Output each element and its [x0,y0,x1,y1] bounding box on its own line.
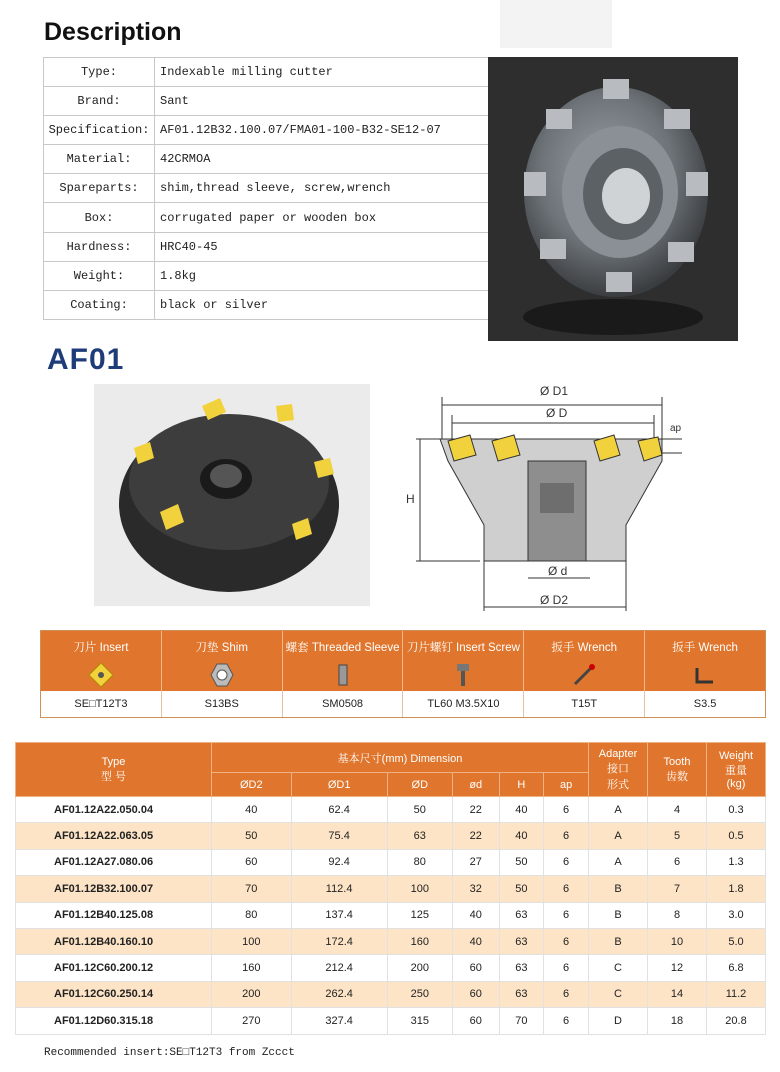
spec-row [44,145,489,174]
value-cell: B [589,902,648,928]
value-cell: 14 [648,981,707,1007]
spec-row [44,58,489,87]
value-cell: 6 [648,849,707,875]
spec-key: Spareparts: [44,174,155,203]
value-cell: 5 [648,823,707,849]
type-cell: AF01.12B40.160.10 [16,928,212,954]
value-cell: 112.4 [291,876,387,902]
value-cell: 6.8 [707,955,766,981]
insert-icon [87,661,115,689]
accessory-title-cn: 刀片 [73,642,97,654]
spec-value: shim,thread sleeve, screw,wrench [155,174,489,203]
spec-key: Box: [44,203,155,232]
value-cell: A [589,823,648,849]
value-cell: 80 [387,849,452,875]
accessory-title-cn: 刀片螺钉 [406,642,453,654]
accessory-header-cell [645,631,765,691]
value-cell: 6 [544,981,589,1007]
spec-value: 1.8kg [155,261,489,290]
value-cell: 62.4 [291,797,387,823]
accessory-header-cell [283,631,404,691]
value-cell: 3.0 [707,902,766,928]
recommendation-note: Recommended insert:SE□T12T3 from Zccct [44,1047,295,1059]
adapter-header-cn1: 接口 [607,762,629,775]
value-cell: C [589,955,648,981]
table-row [16,849,766,875]
table-row [16,981,766,1007]
type-header-en: Type [101,755,126,768]
value-cell: 8 [648,902,707,928]
spec-key: Weight: [44,261,155,290]
value-cell: 315 [387,1008,452,1034]
adapter-header-en: Adapter [598,747,638,760]
spec-key: Hardness: [44,232,155,261]
spec-row [44,290,489,319]
accessory-value: SM0508 [283,691,404,717]
value-cell: 22 [452,823,499,849]
value-cell: 200 [387,955,452,981]
value-cell: 0.5 [707,823,766,849]
hex-wrench-icon [691,661,719,689]
value-cell: 5.0 [707,928,766,954]
accessory-strip [40,630,766,718]
value-cell: 63 [387,823,452,849]
value-cell: 7 [648,876,707,902]
value-cell: 6 [544,797,589,823]
watermark-logo [500,0,612,48]
spec-row [44,87,489,116]
accessory-title-cn: 扳手 [672,642,696,654]
table-row [16,1008,766,1034]
type-cell: AF01.12C60.250.14 [16,981,212,1007]
weight-header-en: Weight [718,749,754,762]
dim-ap-label: ap [670,423,682,434]
table-row [16,928,766,954]
value-cell: 12 [648,955,707,981]
value-cell: 137.4 [291,902,387,928]
type-cell: AF01.12B32.100.07 [16,876,212,902]
value-cell: 262.4 [291,981,387,1007]
value-cell: 70 [212,876,292,902]
value-cell: 60 [452,1008,499,1034]
accessory-header-cell [403,631,524,691]
tooth-header [648,743,707,797]
technical-drawing [400,375,700,615]
value-cell: 18 [648,1008,707,1034]
value-cell: 4 [648,797,707,823]
screw-icon [449,661,477,689]
shim-icon [208,661,236,689]
dimension-subheader: ØD2 [212,773,292,797]
weight-header-unit: (kg) [726,777,746,790]
value-cell: B [589,928,648,954]
type-cell: AF01.12A22.063.05 [16,823,212,849]
spec-value: corrugated paper or wooden box [155,203,489,232]
accessory-title-en: Insert [99,642,129,654]
value-cell: 160 [212,955,292,981]
value-cell: 212.4 [291,955,387,981]
spec-row [44,261,489,290]
value-cell: 60 [452,955,499,981]
accessory-title-en: Wrench [698,642,738,654]
value-cell: 6 [544,849,589,875]
value-cell: 63 [499,928,544,954]
value-cell: 1.3 [707,849,766,875]
type-cell: AF01.12A22.050.04 [16,797,212,823]
value-cell: 50 [499,849,544,875]
accessory-title-cn: 扳手 [551,642,575,654]
accessory-header-cell [162,631,283,691]
accessory-title [672,639,738,655]
spec-value: HRC40-45 [155,232,489,261]
value-cell: C [589,981,648,1007]
weight-header [707,743,766,797]
table-row [16,902,766,928]
value-cell: A [589,797,648,823]
value-cell: 6 [544,876,589,902]
accessory-title [73,639,128,655]
value-cell: 172.4 [291,928,387,954]
weight-header-cn: 重量 [725,764,747,777]
accessory-value: T15T [524,691,645,717]
product-photo-top [488,57,738,341]
dimension-subheader: ød [452,773,499,797]
value-cell: 63 [499,955,544,981]
dim-dd-label: Ø d [548,564,568,578]
torx-wrench-icon [570,661,598,689]
spec-value: Sant [155,87,489,116]
value-cell: B [589,876,648,902]
value-cell: 250 [387,981,452,1007]
spec-row [44,174,489,203]
model-name: AF01 [47,343,125,376]
accessory-title [196,639,248,655]
value-cell: 100 [212,928,292,954]
value-cell: 92.4 [291,849,387,875]
accessory-value: S13BS [162,691,283,717]
spec-table [43,57,489,320]
value-cell: 63 [499,902,544,928]
value-cell: 40 [452,928,499,954]
spec-row [44,203,489,232]
adapter-header-cn2: 形式 [607,778,629,791]
type-header [16,743,212,797]
spec-value: AF01.12B32.100.07/FMA01-100-B32-SE12-07 [155,116,489,145]
value-cell: 50 [212,823,292,849]
dim-d-label: Ø D [546,406,568,420]
dim-d2-label: Ø D2 [540,593,569,607]
accessory-header-cell [41,631,162,691]
tooth-header-en: Tooth [663,755,691,768]
value-cell: 50 [387,797,452,823]
value-cell: 70 [499,1008,544,1034]
spec-key: Coating: [44,290,155,319]
value-cell: 0.3 [707,797,766,823]
accessory-value: TL60 M3.5X10 [403,691,524,717]
spec-value: Indexable milling cutter [155,58,489,87]
spec-key: Material: [44,145,155,174]
type-cell: AF01.12B40.125.08 [16,902,212,928]
accessory-title [407,639,520,655]
dimension-header: 基本尺寸(mm) Dimension [212,743,589,773]
value-cell: 270 [212,1008,292,1034]
value-cell: 125 [387,902,452,928]
value-cell: 63 [499,981,544,1007]
value-cell: 20.8 [707,1008,766,1034]
spec-key: Specification: [44,116,155,145]
value-cell: 200 [212,981,292,1007]
spec-row [44,116,489,145]
dimension-subheader: ØD1 [291,773,387,797]
accessory-title-en: Shim [221,642,248,654]
product-photo-inserts [94,384,370,606]
value-cell: 40 [212,797,292,823]
type-cell: AF01.12A27.080.06 [16,849,212,875]
accessory-title-en: Insert Screw [456,642,520,654]
spec-key: Type: [44,58,155,87]
accessory-title-en: Wrench [577,642,618,654]
accessory-title [551,639,617,655]
spec-value: black or silver [155,290,489,319]
dimension-subheader: ØD [387,773,452,797]
value-cell: 160 [387,928,452,954]
value-cell: 60 [212,849,292,875]
value-cell: 27 [452,849,499,875]
value-cell: D [589,1008,648,1034]
type-header-cn: 型 号 [100,770,127,783]
type-cell: AF01.12D60.315.18 [16,1008,212,1034]
dimension-table [15,742,766,1035]
value-cell: 22 [452,797,499,823]
dimension-subheader: ap [544,773,589,797]
value-cell: A [589,849,648,875]
table-row [16,823,766,849]
spec-value: 42CRMOA [155,145,489,174]
accessory-value: S3.5 [693,698,717,710]
table-row [16,876,766,902]
value-cell: 11.2 [707,981,766,1007]
page-title: Description [44,18,182,46]
value-cell: 40 [499,823,544,849]
value-cell: 32 [452,876,499,902]
accessory-title-cn: 刀垫 [195,642,219,654]
value-cell: 75.4 [291,823,387,849]
dim-d1-label: Ø D1 [540,384,569,398]
accessory-title-en: Threaded Sleeve [311,642,400,654]
accessory-title-cn: 螺套 [285,642,309,654]
value-cell: 10 [648,928,707,954]
table-row [16,955,766,981]
value-cell: 327.4 [291,1008,387,1034]
accessory-header-cell [524,631,645,691]
value-cell: 100 [387,876,452,902]
spec-key: Brand: [44,87,155,116]
adapter-header [589,743,648,797]
tooth-header-cn: 齿数 [666,770,688,783]
value-cell: 1.8 [707,876,766,902]
value-cell: 50 [499,876,544,902]
spec-row [44,232,489,261]
dim-h-label: H [406,492,415,506]
value-cell: 6 [544,1008,589,1034]
accessory-value: SE□T12T3 [41,691,162,717]
value-cell: 6 [544,823,589,849]
value-cell: 80 [212,902,292,928]
value-cell: 60 [452,981,499,1007]
value-cell: 40 [452,902,499,928]
value-cell: 6 [544,902,589,928]
value-cell: 40 [499,797,544,823]
accessory-title [286,639,400,655]
table-row [16,797,766,823]
value-cell: 6 [544,928,589,954]
type-cell: AF01.12C60.200.12 [16,955,212,981]
dimension-subheader: H [499,773,544,797]
sleeve-icon [329,661,357,689]
value-cell: 6 [544,955,589,981]
